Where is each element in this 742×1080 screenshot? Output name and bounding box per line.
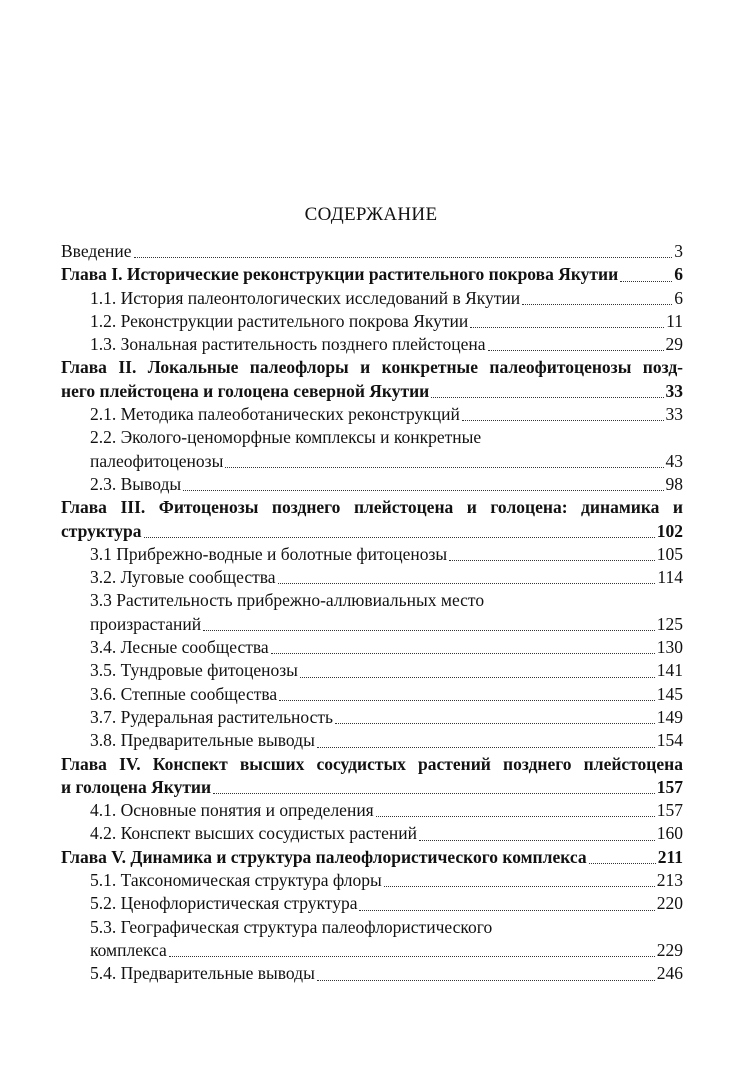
toc-entry-5-3 xyxy=(61,939,683,962)
toc-entry-label: Введение xyxy=(61,241,132,261)
toc-entry-3-3 xyxy=(61,613,683,636)
toc-entry-page: 211 xyxy=(657,846,683,867)
toc-entry-label: 3.2. Луговые сообщества xyxy=(90,567,276,588)
dot-leader xyxy=(462,420,664,421)
toc-chapter-3 xyxy=(61,520,683,543)
dot-leader xyxy=(300,677,655,678)
toc-chapter-2-line1: Глава II. Локальные палеофлоры и конкретные палеофитоценозы позд- xyxy=(61,357,683,378)
toc-entry-label: 5.4. Предварительные выводы xyxy=(90,963,315,984)
dot-leader xyxy=(488,350,664,351)
toc-entry-label: 1.2. Реконструкции растительного покрова Якутии xyxy=(90,310,469,331)
toc-entry-4-1 xyxy=(61,799,683,822)
toc-entry-2-1 xyxy=(61,403,683,426)
toc-chapter-label: Глава I. Исторические реконструкции растительного покрова Якутии xyxy=(61,264,619,285)
toc-entry-label: 5.1. Таксономическая структура флоры xyxy=(90,870,382,891)
dot-leader xyxy=(169,956,655,957)
dot-leader xyxy=(419,840,655,841)
toc-entry-3-7 xyxy=(61,706,683,729)
dot-leader xyxy=(225,467,663,468)
toc-entry-page: 33 xyxy=(665,380,683,401)
toc-chapter-4 xyxy=(61,776,683,799)
toc-entry-label: 3.8. Предварительные выводы xyxy=(90,730,315,751)
toc-entry-page: 220 xyxy=(656,893,683,914)
toc-chapter-label: Глава V. Динамика и структура палеофлористического комплекса xyxy=(61,846,587,867)
toc-chapter-5 xyxy=(61,846,683,869)
toc-entry-label: 3.1 Прибрежно-водные и болотные фитоценозы xyxy=(90,543,448,564)
dot-leader xyxy=(359,910,654,911)
toc-entry-label: 4.1. Основные понятия и определения xyxy=(90,800,374,821)
dot-leader xyxy=(213,793,655,794)
toc-entry-label: 3.6. Степные сообщества xyxy=(90,683,278,704)
toc-chapter-label: него плейстоцена и голоцена северной Якутии xyxy=(61,380,430,401)
page-title: СОДЕРЖАНИЕ xyxy=(304,204,438,225)
toc-entry-page: 160 xyxy=(656,823,683,844)
table-of-contents xyxy=(61,240,683,986)
toc-entry-label: палеофитоценозы xyxy=(90,450,224,471)
toc-entry-3-4 xyxy=(61,636,683,659)
toc-entry-page: 3 xyxy=(674,241,683,261)
dot-leader xyxy=(317,980,655,981)
toc-entry-page: 102 xyxy=(656,520,683,541)
toc-entry-2-2-line1: 2.2. Эколого-ценоморфные комплексы и конкретные xyxy=(90,427,482,448)
toc-entry-1-3 xyxy=(61,333,683,356)
toc-entry-page: 145 xyxy=(656,683,683,704)
toc-entry-label: 4.2. Конспект высших сосудистых растений xyxy=(90,823,417,844)
toc-entry-1-2 xyxy=(61,310,683,333)
toc-entry-5-1 xyxy=(61,869,683,892)
toc-entry-5-3-line1: 5.3. Географическая структура палеофлористического xyxy=(90,916,493,937)
dot-leader xyxy=(278,583,656,584)
toc-entry-label: комплекса xyxy=(90,939,167,960)
toc-entry-label: 2.3. Выводы xyxy=(90,473,182,494)
toc-chapter-3-line1: Глава III. Фитоценозы позднего плейстоцена и голоцена: динамика и xyxy=(61,497,683,518)
dot-leader xyxy=(317,747,655,748)
toc-entry-page: 114 xyxy=(657,567,683,588)
toc-entry-page: 43 xyxy=(665,450,683,471)
dot-leader xyxy=(384,886,655,887)
toc-entry-3-2 xyxy=(61,566,683,589)
toc-entry-3-5 xyxy=(61,659,683,682)
toc-entry-label: 1.1. История палеонтологических исследований в Якутии xyxy=(90,287,521,308)
toc-entry-3-3-line1: 3.3 Растительность прибрежно-аллювиальных место xyxy=(90,590,485,611)
toc-entry-label: 3.5. Тундровые фитоценозы xyxy=(90,660,298,681)
toc-entry-5-4 xyxy=(61,962,683,985)
toc-entry-4-2 xyxy=(61,822,683,845)
toc-entry-label: 2.1. Методика палеоботанических реконструкций xyxy=(90,404,460,425)
toc-entry-page: 149 xyxy=(656,706,683,727)
toc-entry-2-3 xyxy=(61,473,683,496)
dot-leader xyxy=(620,281,672,282)
toc-entry-page: 6 xyxy=(674,287,683,308)
dot-leader xyxy=(522,304,672,305)
toc-chapter-1 xyxy=(61,263,683,286)
toc-entry-page: 11 xyxy=(666,310,683,331)
toc-entry-3-8 xyxy=(61,729,683,752)
toc-entry-page: 33 xyxy=(665,404,683,425)
dot-leader xyxy=(183,490,663,491)
toc-entry-page: 141 xyxy=(656,660,683,681)
toc-chapter-label: структура xyxy=(61,520,142,541)
dot-leader xyxy=(203,630,655,631)
toc-entry-page: 130 xyxy=(656,637,683,658)
toc-entry-page: 213 xyxy=(656,870,683,891)
toc-entry-label: 3.4. Лесные сообщества xyxy=(90,637,269,658)
toc-entry-page: 98 xyxy=(665,473,683,494)
toc-entry-1-1 xyxy=(61,287,683,310)
toc-entry-3-6 xyxy=(61,683,683,706)
toc-chapter-2 xyxy=(61,380,683,403)
dot-leader xyxy=(431,397,663,398)
toc-entry-page: 6 xyxy=(674,264,683,285)
toc-entry-5-2 xyxy=(61,892,683,915)
toc-entry-page: 229 xyxy=(656,939,683,960)
dot-leader xyxy=(449,560,655,561)
dot-leader xyxy=(271,653,655,654)
dot-leader xyxy=(376,816,655,817)
toc-entry-page: 154 xyxy=(656,730,683,751)
toc-entry-label: произрастаний xyxy=(90,613,202,634)
dot-leader xyxy=(134,257,673,258)
dot-leader xyxy=(335,723,655,724)
toc-entry-label: 3.7. Рудеральная растительность xyxy=(90,706,333,727)
dot-leader xyxy=(589,863,656,864)
toc-entry-page: 105 xyxy=(656,543,683,564)
dot-leader xyxy=(144,537,655,538)
toc-entry-label: 1.3. Зональная растительность позднего плейстоцена xyxy=(90,334,486,355)
toc-entry-page: 157 xyxy=(656,776,683,797)
toc-entry-page: 29 xyxy=(665,334,683,355)
toc-entry-page: 125 xyxy=(656,613,683,634)
toc-chapter-4-line1: Глава IV. Конспект высших сосудистых растений позднего плейстоцена xyxy=(61,753,683,774)
toc-entry-page: 246 xyxy=(656,963,683,984)
toc-entry-page: 157 xyxy=(656,800,683,821)
dot-leader xyxy=(470,327,664,328)
toc-chapter-label: и голоцена Якутии xyxy=(61,776,212,797)
toc-entry-intro xyxy=(61,240,683,263)
dot-leader xyxy=(279,700,655,701)
toc-entry-3-1 xyxy=(61,543,683,566)
toc-entry-2-2 xyxy=(61,450,683,473)
toc-entry-label: 5.2. Ценофлористическая структура xyxy=(90,893,358,914)
